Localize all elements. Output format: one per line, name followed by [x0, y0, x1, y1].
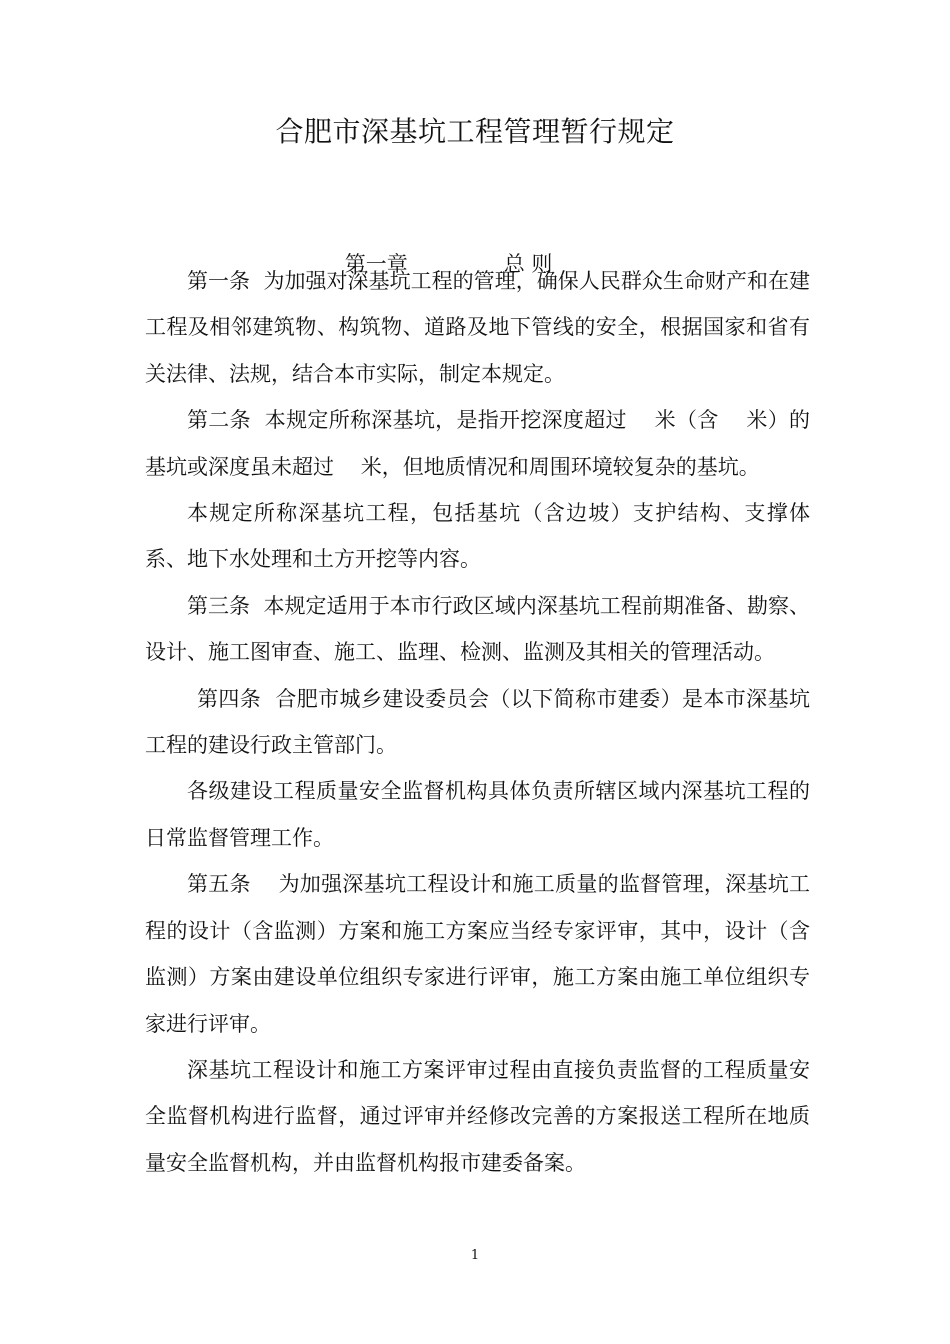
article-3-paragraph: 第三条 本规定适用于本市行政区域内深基坑工程前期准备、勘察、设计、施工图审查、施工、监理、检测、监测及其相关的管理活动。 — [145, 593, 810, 665]
article-2-paragraph: 第二条 本规定所称深基坑，是指开挖深度超过 米（含 米）的基坑或深度虽未超过 米，但地质情况和周围环境较复杂的基坑。 — [145, 408, 810, 479]
article-4-supervision-paragraph: 各级建设工程质量安全监督机构具体负责所辖区域内深基坑工程的日常监督管理工作。 — [145, 779, 810, 850]
article-5-paragraph: 第五条 为加强深基坑工程设计和施工质量的监督管理，深基坑工程的设计（含监测）方案和施工方案应当经专家评审，其中，设计（含监测）方案由建设单位组织专家进行评审，施工方案由施工单位组织专家进行评审。 — [145, 872, 810, 1036]
document-title: 合肥市深基坑工程管理暂行规定 — [275, 115, 675, 148]
article-1-paragraph: 第一条 为加强对深基坑工程的管理，确保人民群众生命财产和在建工程及相邻建筑物、构筑物、道路及地下管线的安全，根据国家和省有关法律、法规，结合本市实际，制定本规定。 — [145, 269, 810, 386]
article-2-scope-paragraph: 本规定所称深基坑工程，包括基坑（含边坡）支护结构、支撑体系、地下水处理和土方开挖等内容。 — [145, 501, 810, 572]
chapter-number: 第一章 — [344, 252, 408, 276]
chapter-title: 总 则 — [503, 252, 553, 276]
article-5-review-paragraph: 深基坑工程设计和施工方案评审过程由直接负责监督的工程质量安全监督机构进行监督，通过评审并经修改完善的方案报送工程所在地质量安全监督机构，并由监督机构报市建委备案。 — [145, 1057, 810, 1175]
page-number: 1 — [470, 1248, 480, 1263]
article-4-paragraph: 第四条 合肥市城乡建设委员会（以下简称市建委）是本市深基坑工程的建设行政主管部门。 — [145, 686, 810, 758]
document-body — [145, 258, 810, 1186]
